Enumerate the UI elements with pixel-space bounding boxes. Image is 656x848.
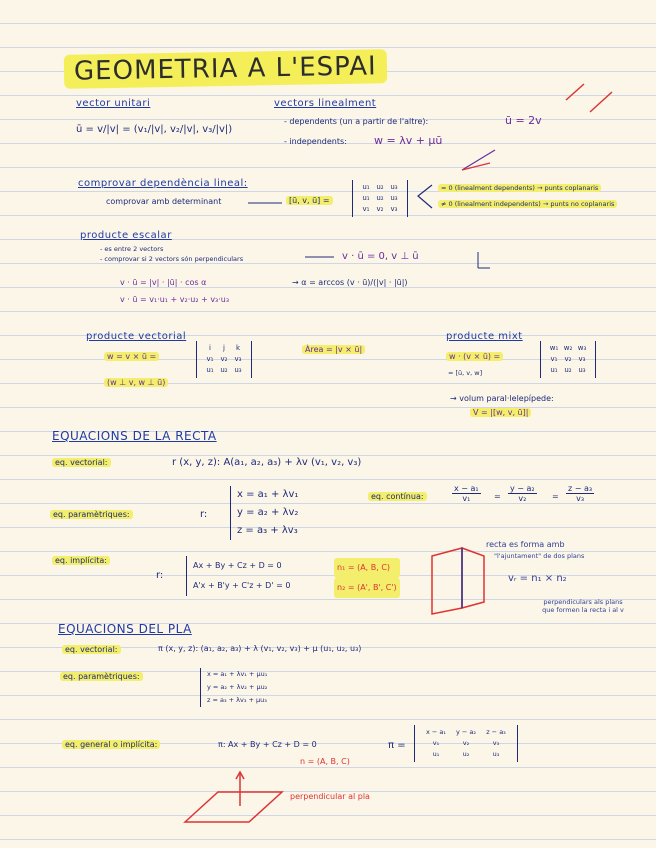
matrix-cell: u₁	[432, 750, 440, 758]
system-pla-parametriques: x = a₁ + λv₁ + μu₁ y = a₂ + λv₂ + μu₂ z = a₃ + λv₃ + μu₃	[200, 668, 267, 707]
system-recta-parametriques	[230, 486, 298, 540]
matrix-row	[547, 343, 589, 354]
label-recta-continua: eq. contínua:	[368, 492, 427, 501]
matrix-cell: v₂	[220, 355, 228, 363]
normal-vectors: n₁ = (A, B, C) n₂ = (A', B', C')	[334, 558, 400, 598]
matrix-cell: u₂	[564, 366, 572, 374]
text-independents: - independents:	[284, 137, 347, 146]
vector-sketch-v	[566, 84, 584, 100]
label-pla-parametriques: eq. paramètriques:	[60, 672, 143, 681]
formula-dependents: ū = 2v	[505, 114, 542, 127]
det-label-pla: π =	[388, 740, 406, 751]
matrix-cell: u₃	[234, 366, 242, 374]
matrix-cell: u₁	[206, 366, 214, 374]
heading-vectors-linealment: vectors linealment	[274, 98, 377, 109]
matrix-cell: v₁	[362, 205, 370, 213]
matrix-vectorial	[196, 341, 252, 378]
bracket-icon	[418, 185, 432, 208]
matrix-dependencia-label: [ū, v, ū] =	[286, 196, 333, 205]
matrix-cell: u₃	[390, 194, 398, 202]
matrix-cell: u₂	[376, 194, 384, 202]
label-recta-implicita: eq. implícita:	[52, 556, 110, 565]
matrix-mixt	[540, 341, 596, 378]
two-planes-sketch	[432, 548, 484, 614]
matrix-cell: v₂	[462, 739, 470, 747]
matrix-cell: u₁	[362, 183, 370, 191]
matrix-cell: v₃	[390, 205, 398, 213]
formula-pla-vectorial: π (x, y, z): (a₁, a₂, a₃) + λ (v₁, v₂, v₃) + μ (u₁, u₂, u₃)	[158, 644, 362, 653]
note-recta-1: recta es forma amb	[486, 540, 565, 549]
matrix-cell: v₃	[492, 739, 500, 747]
matrix-cell: v₂	[564, 355, 572, 363]
formula-escalar-components: v · ū = v₁·u₁ + v₂·u₂ + v₃·u₃	[120, 295, 230, 304]
text-perpendicular-pla: perpendicular al pla	[290, 792, 370, 801]
param-y: y = a₂ + λv₂	[237, 507, 299, 518]
heading-dependencia: comprovar dependència lineal:	[78, 178, 248, 189]
matrix-row	[421, 727, 511, 738]
formula-area: Àrea = |v × ū|	[302, 345, 365, 354]
matrix-cell: y − a₂	[455, 728, 476, 736]
formula-normal-pla: n = (A, B, C)	[300, 757, 350, 766]
formula-vr: vᵣ = n₁ × n₂	[508, 573, 567, 584]
matrix-cell: u₃	[390, 183, 398, 191]
matrix-cell: v₃	[578, 355, 586, 363]
r-label: r:	[200, 509, 208, 520]
matrix-cell: v₁	[432, 739, 440, 747]
matrix-pla	[414, 725, 518, 762]
label-pla-vectorial: eq. vectorial:	[62, 645, 121, 654]
heading-equacions-recta: EQUACIONS DE LA RECTA	[52, 429, 217, 443]
heading-vector-unitari: vector unitari	[76, 98, 151, 109]
text-dependents: - dependents (un a partir de l'altre):	[284, 117, 429, 126]
formula-mixt: w · (v × ū) =	[446, 352, 503, 361]
label-pla-general: eq. general o implícita:	[62, 740, 160, 749]
heading-producte-escalar: producte escalar	[80, 230, 172, 241]
matrix-cell: v₁	[206, 355, 214, 363]
matrix-cell: u₃	[492, 750, 500, 758]
matrix-row	[547, 354, 589, 365]
formula-vectorial: w = v × ū =	[104, 352, 159, 361]
matrix-cell: w₃	[577, 344, 587, 352]
label-recta-vectorial: eq. vectorial:	[52, 458, 111, 467]
note-recta-3: perpendiculars als plans que formen la recta i al v	[542, 598, 624, 614]
matrix-cell: w₂	[563, 344, 573, 352]
matrix-cell: u₁	[550, 366, 558, 374]
matrix-cell: u₃	[578, 366, 586, 374]
label-recta-parametriques: eq. paramètriques:	[50, 510, 133, 519]
heading-equacions-pla: EQUACIONS DEL PLA	[58, 622, 192, 636]
text-perpendiculars: (w ⊥ v, w ⊥ ū)	[104, 378, 168, 387]
matrix-cell: k	[235, 344, 241, 352]
formula-arccos: → α = arccos (v · ū)/(|v| · |ū|)	[292, 278, 408, 287]
text-volum: → volum paral·lelepípede:	[450, 394, 554, 403]
matrix-cell: v₂	[376, 205, 384, 213]
matrix-cell: i	[209, 344, 211, 352]
param-x: x = a₁ + λv₁	[237, 489, 299, 500]
system-recta-implicita: Ax + By + Cz + D = 0 A'x + B'y + C'z + D' = 0	[186, 556, 290, 596]
frac-y: y − a₂ v₂	[510, 484, 535, 503]
formula-escalar-modul: v · ū = |v| · |ū| · cos α	[120, 278, 207, 287]
heading-producte-mixt: producte mixt	[446, 331, 523, 342]
formula-independents: w = λv + μū	[374, 134, 443, 147]
formula-vector-unitari: ū = v/|v| = (v₁/|v|, v₂/|v|, v₃/|v|)	[76, 124, 233, 135]
r-label-implicita: r:	[156, 570, 164, 581]
text-escalar-2: - comprovar si 2 vectors són perpendiculars	[100, 255, 244, 263]
matrix-row	[203, 343, 245, 354]
matrix-cell: x − a₁	[425, 728, 446, 736]
matrix-dependencia	[352, 180, 408, 217]
matrix-cell: u₂	[462, 750, 470, 758]
formula-pla-general: π: Ax + By + Cz + D = 0	[218, 740, 317, 749]
text-escalar-1: - es entre 2 vectors	[100, 245, 164, 253]
vector-sketch-u	[590, 92, 612, 112]
matrix-cell: j	[223, 344, 225, 352]
formula-volum: V = |[w, v, ū]|	[470, 408, 531, 417]
vector-sketch-w	[462, 150, 495, 170]
text-determinant-method: comprovar amb determinant	[106, 197, 222, 206]
matrix-row	[547, 365, 589, 376]
text-dependents-zero: = 0 (linealment dependents) → punts coplanaris	[438, 184, 601, 192]
matrix-row	[359, 182, 401, 193]
matrix-cell: u₂	[376, 183, 384, 191]
frac-z: z − a₃ v₃	[568, 484, 593, 503]
formula-perpendicular: v · ū = 0, v ⊥ ū	[342, 251, 419, 262]
plane-normal-sketch	[185, 772, 282, 822]
matrix-cell: w₁	[549, 344, 559, 352]
param-z: z = a₃ + λv₃	[237, 525, 298, 536]
vector-sketch-v2	[462, 163, 490, 170]
matrix-cell: u₁	[362, 194, 370, 202]
matrix-cell: v₃	[234, 355, 242, 363]
frac-x: x − a₁ v₁	[454, 484, 479, 503]
formula-mixt-bracket: = [ū, v, w]	[448, 369, 483, 377]
note-recta-2: "l'ajuntament" de dos plans	[494, 552, 585, 560]
matrix-cell: z − a₃	[486, 728, 506, 736]
matrix-row	[359, 204, 401, 215]
text-independents-nonzero: ≠ 0 (linealment independents) → punts no coplanaris	[438, 200, 617, 208]
heading-producte-vectorial: producte vectorial	[86, 331, 187, 342]
matrix-row	[203, 365, 245, 376]
matrix-row	[421, 738, 511, 749]
formula-recta-vectorial: r (x, y, z): A(a₁, a₂, a₃) + λv (v₁, v₂, v₃)	[172, 457, 362, 468]
matrix-cell: u₂	[220, 366, 228, 374]
matrix-row	[421, 749, 511, 760]
matrix-cell: v₁	[550, 355, 558, 363]
page-title: GEOMETRIA A L'ESPAI	[64, 49, 387, 89]
matrix-row	[203, 354, 245, 365]
matrix-row	[359, 193, 401, 204]
